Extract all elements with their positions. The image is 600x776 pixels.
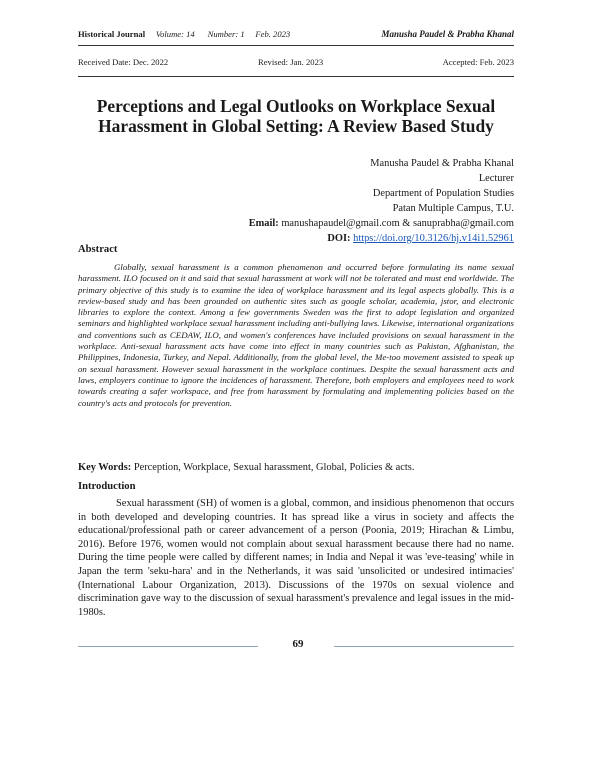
introduction-heading: Introduction xyxy=(78,481,136,492)
journal-date: Feb. 2023 xyxy=(255,29,291,39)
journal-number: Number: 1 xyxy=(207,29,245,39)
author-department: Department of Population Studies xyxy=(372,188,514,199)
abstract-text: Globally, sexual harassment is a common phenomenon and occurred before formulating its name sexual harassment. ILO focused on it and said that sexual harassment at work will not be tolerated and must end worldwide. The primary objective of this study is to examine the idea of workplace harassment and its legal aspects globally. This is a review-based study and has been grounded on authentic sites such as google scholar, academia, jstor, and electronic libraries to explore the context. Among a few governments Sweden was the first to adopt legislation and organized seminars and highlighted workplace sexual harassment including anti-bullying laws. Likewise, international organizations and conventions such as CEDAW, ILO, and women's conferences have included provisions on sexual harassment in the workplace. Anti-sexual harassment acts have come into effect in many countries such as Pakistan, Afghanistan, the Philippines, Indonesia, Turkey, and Nepal. Additionally, from the global level, the Me-too movement assisted to speak up on sexual harassment. However sexual harassment in the workplace continues. Despite the sexual harassment acts and laws, employers continue to ignore the incidences of harassment. Therefore, both employers and employees need to work towards creating a safer workspace, and free from harassment by formulating and implementing policies based on the country's acts and protocols for prevention. xyxy=(78,262,514,408)
journal-name: Historical Journal xyxy=(78,29,146,39)
doi-label: DOI: xyxy=(327,233,351,244)
abstract-heading: Abstract xyxy=(78,244,118,255)
revised-date: Revised: Jan. 2023 xyxy=(258,57,324,67)
paper-title xyxy=(78,96,514,136)
keywords-text: Perception, Workplace, Sexual harassment, Global, Policies & acts. xyxy=(133,462,415,473)
accepted-date: Accepted: Feb. 2023 xyxy=(442,57,514,67)
email-value: manushapaudel@gmail.com & sanuprabha@gmail.com xyxy=(281,218,514,229)
author-email xyxy=(249,216,514,231)
introduction-text: Sexual harassment (SH) of women is a global, common, and insidious phenomenon that occurs in both developed and developing countries. It has spread like a virus in society and affects the educational/professional path or career advancement of a person (Poonia, 2019; Hirachan & Limbu, 2016). Before 1976, women would not complain about sexual harassment because there had no name. During the time people were called by different names; in India and Nepal it was 'eve-teasing' while in Japan the term 'seku-hara' and in the Netherlands, it was said 'unsolicited or undesired intimacies' (International Labour Organization, 2013). Discussions of the 1970s on sexual violence and discrimination gave way to the discussion of sexual harassment's prevalence and legal issues in the mid-1980s. xyxy=(78,498,515,618)
keywords-label: Key Words: xyxy=(78,462,132,473)
received-date: Received Date: Dec. 2022 xyxy=(78,57,169,67)
journal-volume: Volume: 14 xyxy=(155,29,195,39)
author-block xyxy=(249,156,514,246)
author-doi xyxy=(249,231,514,246)
title-line-2: Harassment in Global Setting: A Review Based Study xyxy=(98,116,494,136)
author-campus: Patan Multiple Campus, T.U. xyxy=(392,203,514,214)
email-label: Email: xyxy=(248,218,279,229)
keywords xyxy=(78,462,514,473)
author-names: Manusha Paudel & Prabha Khanal xyxy=(370,158,514,169)
journal-info xyxy=(78,29,290,39)
dates-rule xyxy=(78,76,514,77)
title-line-1: Perceptions and Legal Outlooks on Workplace Sexual xyxy=(96,96,496,116)
header-authors: Manusha Paudel & Prabha Khanal xyxy=(381,29,514,39)
doi-link[interactable]: https://doi.org/10.3126/hj.v14i1.52961 xyxy=(353,233,514,244)
header-rule xyxy=(78,45,514,46)
footer-rule-right xyxy=(334,646,514,647)
footer-rule-left xyxy=(78,646,258,647)
author-position: Lecturer xyxy=(478,173,514,184)
page-number: 69 xyxy=(292,638,304,650)
